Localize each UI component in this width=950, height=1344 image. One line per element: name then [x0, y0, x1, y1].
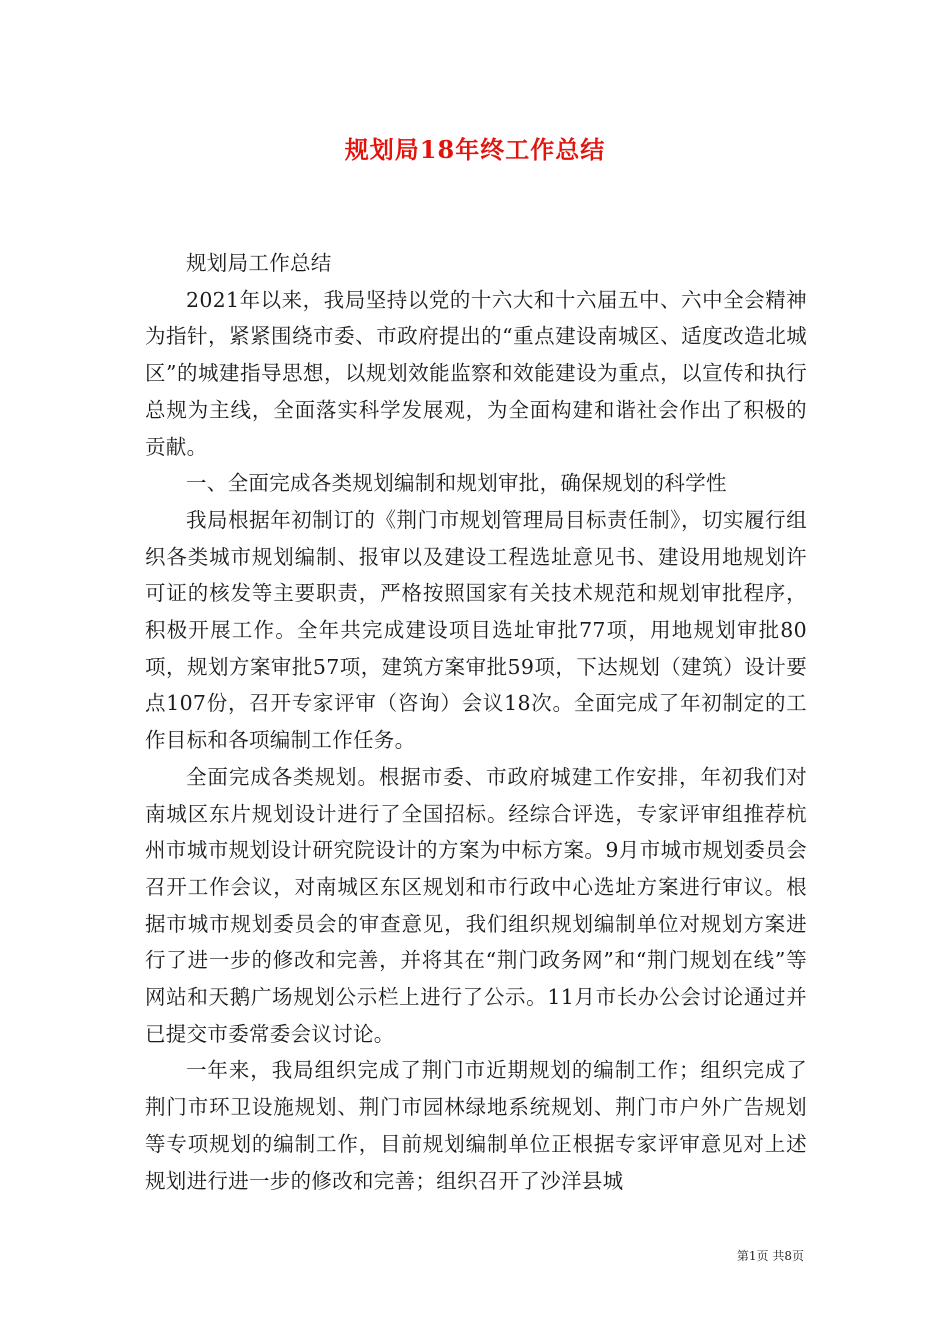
paragraph: 规划局工作总结: [186, 251, 332, 275]
paragraph: 全面完成各类规划。根据市委、市政府城建工作安排，年初我们对南城区东片规划设计进行了全国招标。经综合评选，专家评审组推荐杭州市城市规划设计研究院设计的方案为中标方案。9月市城市规划委员会召开工作会议，对南城区东区规划和市行政中心选址方案进行审议。根据市城市规划委员会的审查意见，我们组织规划编制单位对规划方案进行了进一步的修改和完善，并将其在“荆门政务网”和“荆门规划在线”等网站和天鹅广场规划公示栏上进行了公示。11月市长办公会讨论通过并已提交市委常委会议讨论。: [145, 764, 807, 1046]
paragraph: 2021年以来，我局坚持以党的十六大和十六届五中、六中全会精神为指针，紧紧围绕市委、市政府提出的“重点建设南城区、适度改造北城区”的城建指导思想，以规划效能监察和效能建设为重点，以宣传和执行总规为主线，全面落实科学发展观，为全面构建和谐社会作出了积极的贡献。: [145, 287, 807, 459]
paragraph: 我局根据年初制订的《荆门市规划管理局目标责任制》，切实履行组织各类城市规划编制、报审以及建设工程选址意见书、建设用地规划许可证的核发等主要职责，严格按照国家有关技术规范和规划审批程序，积极开展工作。全年共完成建设项目选址审批77项，用地规划审批80项，规划方案审批57项，建筑方案审批59项，下达规划（建筑）设计要点107份，召开专家评审（咨询）会议18次。全面完成了年初制定的工作目标和各项编制工作任务。: [145, 507, 807, 753]
document-body: [145, 245, 807, 1199]
paragraph: 一年来，我局组织完成了荆门市近期规划的编制工作；组织完成了荆门市环卫设施规划、荆门市园林绿地系统规划、荆门市户外广告规划等专项规划的编制工作，目前规划编制单位正根据专家评审意见对上述规划进行进一步的修改和完善；组织召开了沙洋县城: [145, 1058, 807, 1193]
page-number: 第1页 共8页: [736, 1249, 804, 1263]
section-heading: 一、全面完成各类规划编制和规划审批，确保规划的科学性: [186, 471, 727, 496]
document-title: 规划局18年终工作总结: [344, 135, 606, 164]
